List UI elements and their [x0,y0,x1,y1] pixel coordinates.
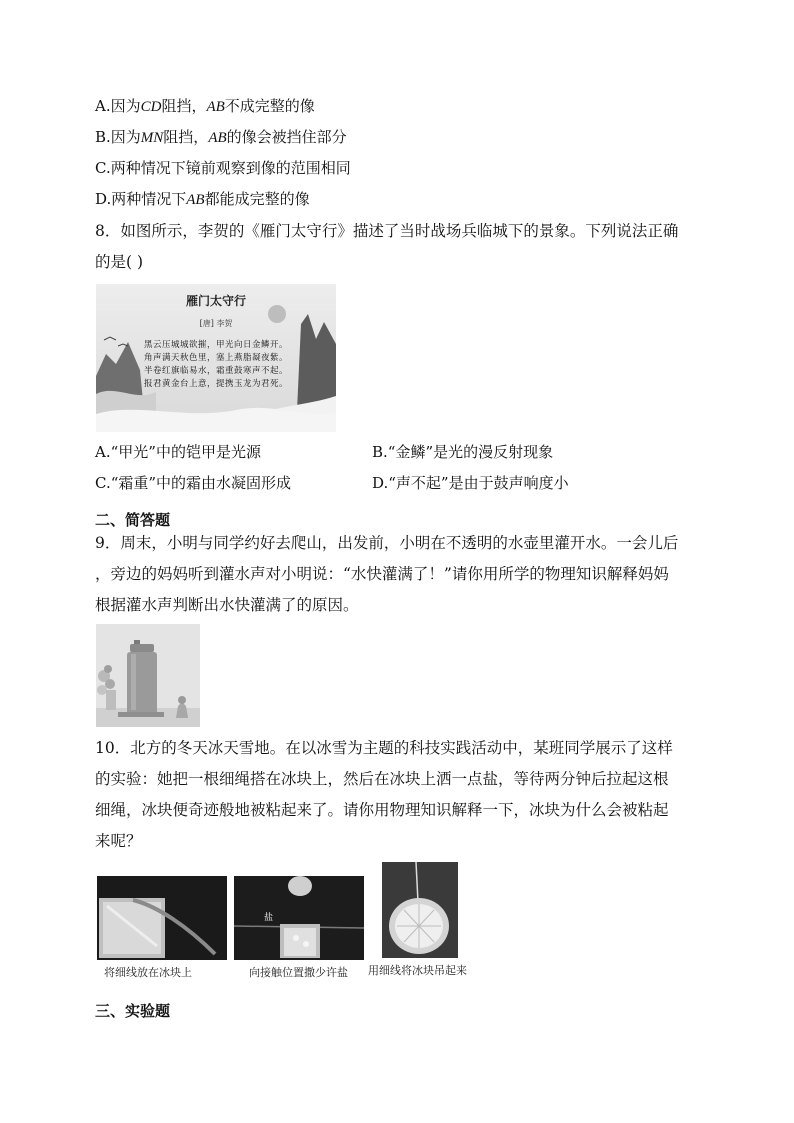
section-3-heading: 三、实验题 [95,1002,171,1020]
q7-option-b-text: B.因为 [95,128,141,146]
q8-option-a: A.“甲光”中的铠甲是光源 [95,443,261,461]
ice-caption-1: 将细线放在冰块上 [104,966,192,979]
q7-option-c [95,158,351,178]
q8-stem-line2: 的是( ) [95,253,144,271]
thermos-image [96,624,200,727]
q8-stem-line1: 8．如图所示，李贺的《雁门太守行》描述了当时战场兵临城下的景象。下列说法正确 [95,222,679,240]
ice-caption-3: 用细线将冰块吊起来 [368,964,467,977]
salt-label: 盐 [264,913,274,923]
section-2-heading: 二、简答题 [95,511,171,529]
q7-option-b-mid: 阻挡， [163,128,209,146]
poem-image [96,284,336,432]
q7-option-a-ab: AB [206,99,225,115]
ice-photo-2 [234,876,364,960]
poem-line-2: 角声满天秋色里，塞上燕脂凝夜紫。 [143,353,288,363]
poem-author: [唐] 李贺 [199,319,233,328]
poem-line-1: 黑云压城城欲摧，甲光向日金鳞开。 [143,340,288,350]
q7-option-a-suffix: 不成完整的像 [224,97,315,115]
q8-option-b: B.“金鳞”是光的漫反射现象 [372,443,554,461]
q7-option-b-suffix: 的像会被挡住部分 [226,128,347,146]
ice-photo-1-illustration [97,876,227,960]
ice-photo-3 [382,862,458,958]
q10-line-3: 细绳，冰块便奇迹般地被粘起来了。请你用物理知识解释一下，冰块为什么会被粘起 [95,801,669,819]
q7-option-d [95,189,310,210]
ice-photo-1 [97,876,227,960]
q7-option-a-cd: CD [140,99,162,115]
ice-photo-3-illustration [382,862,458,958]
ice-photo-2-illustration [234,876,364,960]
q10-line-2: 的实验：她把一根细绳搭在冰块上，然后在冰块上洒一点盐，等待两分钟后拉起这根 [95,770,669,788]
poem-title: 雁门太守行 [185,294,246,308]
q8-option-c: C.“霜重”中的霜由水凝固形成 [95,474,292,492]
q10-line-1: 10．北方的冬天冰天雪地。在以冰雪为主题的科技实践活动中，某班同学展示了这样 [95,739,673,757]
q7-option-a [95,96,315,117]
q7-option-a-mid: 阻挡， [161,97,207,115]
q7-option-b-mn: MN [140,130,164,146]
q9-line-1: 9．周末，小明与同学约好去爬山，出发前，小明在不透明的水壶里灌开水。一会儿后 [95,534,679,552]
q7-option-d-text: D.两种情况下 [95,190,187,208]
q7-option-a-text: A.因为 [95,97,141,115]
ice-caption-2: 向接触位置撒少许盐 [249,966,348,979]
q7-option-d-suffix: 都能成完整的像 [204,190,310,208]
poem-line-4: 报君黄金台上意，提携玉龙为君死。 [143,379,288,389]
poem-line-3: 半卷红旗临易水，霜重鼓寒声不起。 [143,366,288,376]
q9-line-3: 根据灌水声判断出水快灌满了的原因。 [95,596,359,614]
q9-line-2: ，旁边的妈妈听到灌水声对小明说：“水快灌满了！”请你用所学的物理知识解释妈妈 [95,565,669,583]
q7-option-b-ab: AB [208,130,227,146]
thermos-illustration [96,624,200,727]
q10-line-4: 来呢？ [95,832,142,850]
q7-option-c-text: C.两种情况下镜前观察到像的范围相同 [95,159,351,177]
q8-option-d: D.“声不起”是由于鼓声响度小 [372,474,569,492]
q7-option-b [95,127,347,148]
q7-option-d-ab: AB [186,192,205,208]
